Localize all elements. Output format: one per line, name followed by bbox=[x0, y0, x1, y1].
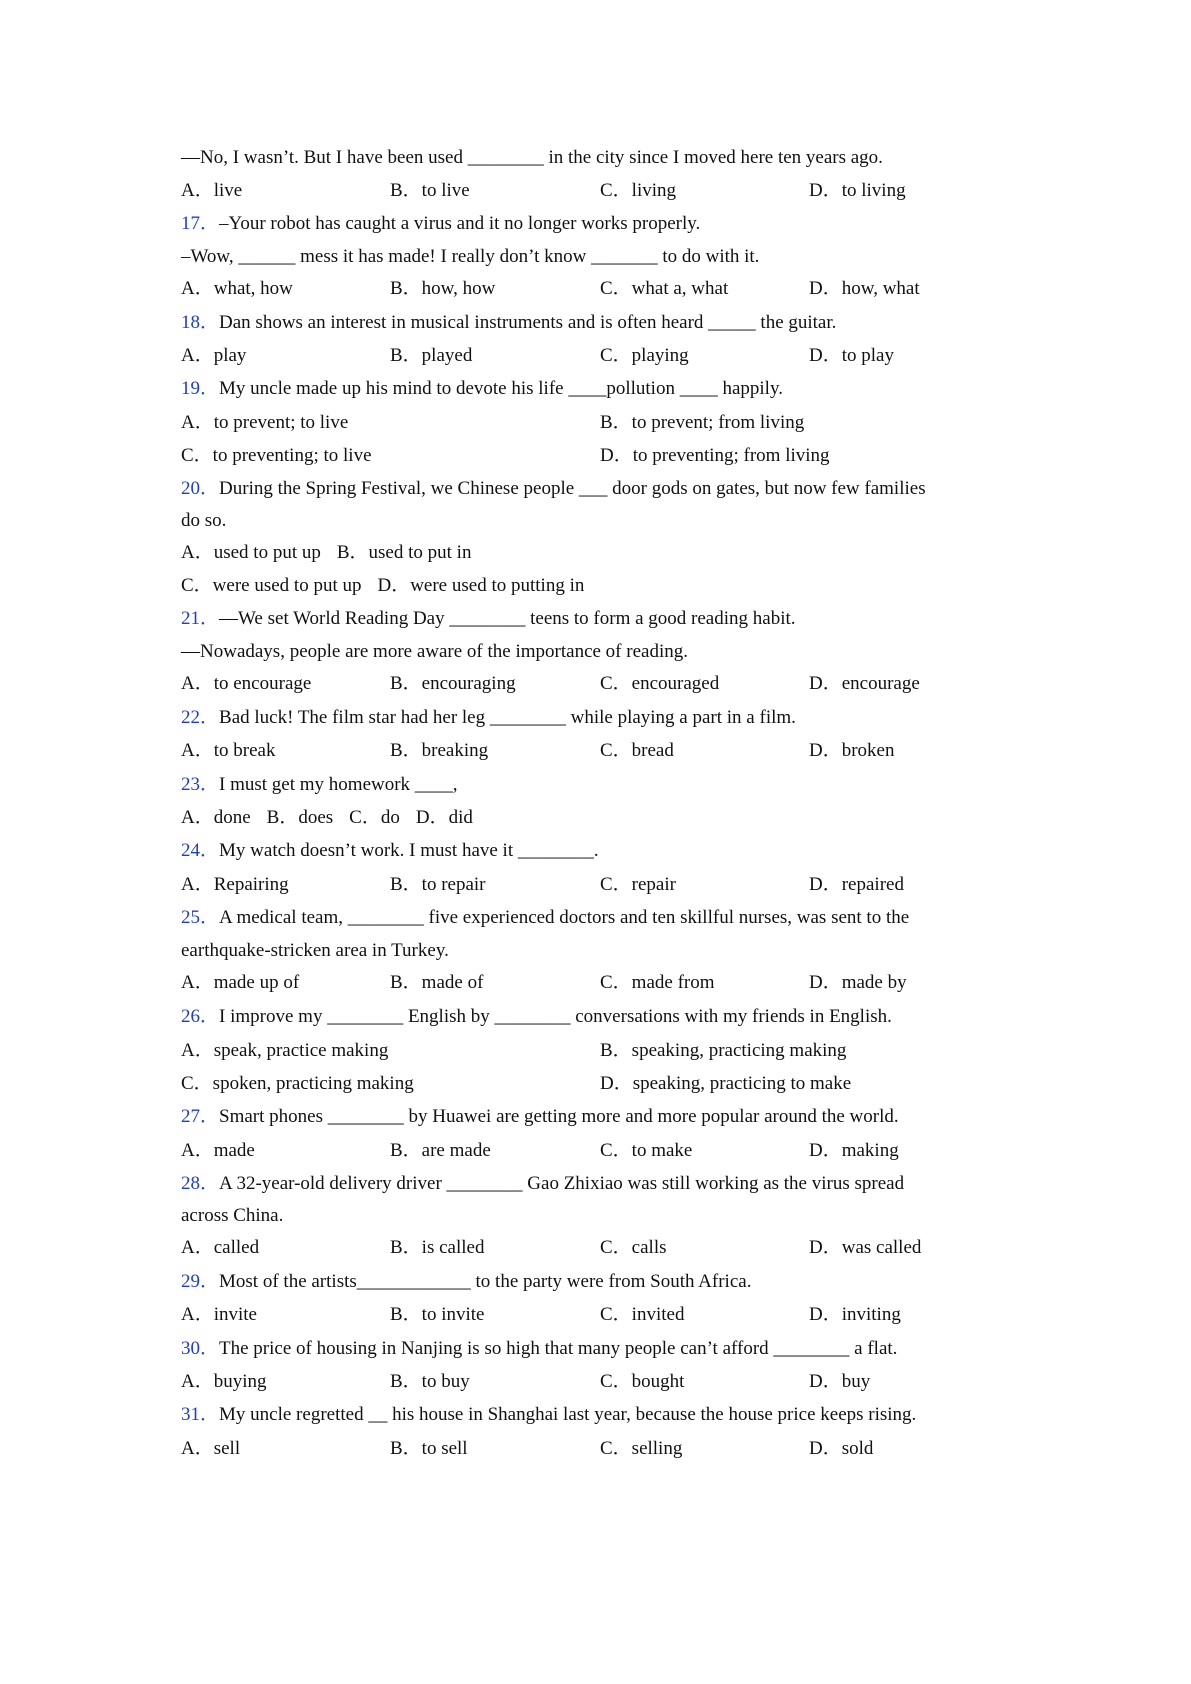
question-number: 26． bbox=[181, 1006, 220, 1027]
options-row bbox=[181, 1369, 1021, 1395]
options-row bbox=[181, 1138, 1021, 1164]
option-d[interactable]: D．inviting bbox=[809, 1304, 901, 1325]
option-b[interactable]: B．to buy bbox=[390, 1371, 470, 1392]
question-stem: 31．My uncle regretted __ his house in Shanghai last year, because the house price keeps rising. bbox=[181, 1404, 917, 1425]
question-number: 22． bbox=[181, 707, 220, 728]
option-a[interactable]: A．sell bbox=[181, 1438, 241, 1459]
option-a[interactable]: A．Repairing bbox=[181, 874, 289, 895]
question-stem: 25．A medical team, ________ five experienced doctors and ten skillful nurses, was sent to the bbox=[181, 907, 910, 928]
option-d[interactable]: D．to play bbox=[809, 345, 894, 366]
options-row bbox=[181, 1071, 1021, 1097]
option-d[interactable]: D．to living bbox=[809, 180, 906, 201]
question-number: 29． bbox=[181, 1271, 220, 1292]
option-a[interactable]: A．called bbox=[181, 1237, 260, 1258]
options-row bbox=[181, 573, 1021, 599]
option-b[interactable]: B．to repair bbox=[390, 874, 486, 895]
options-row bbox=[181, 805, 1021, 831]
option-d[interactable]: D．speaking, practicing to make bbox=[600, 1073, 852, 1094]
option-a[interactable]: A．to encourage bbox=[181, 673, 312, 694]
question-number: 18． bbox=[181, 312, 220, 333]
options-row bbox=[181, 872, 1021, 898]
options-row bbox=[181, 738, 1021, 764]
option-a[interactable]: A．made bbox=[181, 1140, 255, 1161]
option-a[interactable]: A．used to put up bbox=[181, 542, 321, 563]
option-a[interactable]: A．speak, practice making bbox=[181, 1040, 389, 1061]
option-c[interactable]: C．what a, what bbox=[600, 278, 729, 299]
option-d[interactable]: D．how, what bbox=[809, 278, 920, 299]
question-number: 17． bbox=[181, 213, 220, 234]
option-c[interactable]: C．repair bbox=[600, 874, 676, 895]
question-number: 30． bbox=[181, 1338, 220, 1359]
option-d[interactable]: D．sold bbox=[809, 1438, 874, 1459]
options-row bbox=[181, 671, 1021, 697]
question-stem: 24．My watch doesn’t work. I must have it ________. bbox=[181, 840, 599, 861]
option-b[interactable]: B．to invite bbox=[390, 1304, 485, 1325]
question-number: 25． bbox=[181, 907, 220, 928]
option-d[interactable]: D．broken bbox=[809, 740, 895, 761]
option-d[interactable]: D．made by bbox=[809, 972, 907, 993]
option-c[interactable]: C．selling bbox=[600, 1438, 683, 1459]
option-b[interactable]: B．played bbox=[390, 345, 473, 366]
option-d[interactable]: D．buy bbox=[809, 1371, 871, 1392]
option-c[interactable]: C．spoken, practicing making bbox=[181, 1073, 414, 1094]
option-d[interactable]: D．to preventing; from living bbox=[600, 445, 830, 466]
question-stem: 26．I improve my ________ English by ________ conversations with my friends in English. bbox=[181, 1006, 892, 1027]
option-c[interactable]: C．invited bbox=[600, 1304, 685, 1325]
question-number: 19． bbox=[181, 378, 220, 399]
option-c[interactable]: C．do bbox=[349, 807, 400, 828]
option-a[interactable]: A．what, how bbox=[181, 278, 293, 299]
question-stem: 20．During the Spring Festival, we Chinese people ___ door gods on gates, but now few families bbox=[181, 478, 926, 499]
options-row bbox=[181, 1235, 1021, 1261]
option-a[interactable]: A．made up of bbox=[181, 972, 300, 993]
options-row bbox=[181, 343, 1021, 369]
option-b[interactable]: B．used to put in bbox=[336, 542, 472, 563]
option-b[interactable]: B．made of bbox=[390, 972, 484, 993]
option-b[interactable]: B．to live bbox=[390, 180, 470, 201]
option-c[interactable]: C．encouraged bbox=[600, 673, 720, 694]
option-b[interactable]: B．does bbox=[266, 807, 334, 828]
option-d[interactable]: D．encourage bbox=[809, 673, 920, 694]
option-a[interactable]: A．done bbox=[181, 807, 251, 828]
option-b[interactable]: B．encouraging bbox=[390, 673, 516, 694]
option-c[interactable]: C．playing bbox=[600, 345, 689, 366]
question-stem-wrap: across China. bbox=[181, 1205, 284, 1226]
option-c[interactable]: C．to make bbox=[600, 1140, 693, 1161]
option-a[interactable]: A．play bbox=[181, 345, 247, 366]
question-stem: 29．Most of the artists____________ to the party were from South Africa. bbox=[181, 1271, 752, 1292]
option-b[interactable]: B．to prevent; from living bbox=[600, 412, 805, 433]
question-stem: 28．A 32-year-old delivery driver ________ Gao Zhixiao was still working as the virus spread bbox=[181, 1173, 905, 1194]
question-stem: 30．The price of housing in Nanjing is so high that many people can’t afford ________ a flat. bbox=[181, 1338, 898, 1359]
option-c[interactable]: C．bread bbox=[600, 740, 674, 761]
option-c[interactable]: C．calls bbox=[600, 1237, 667, 1258]
option-b[interactable]: B．how, how bbox=[390, 278, 496, 299]
options-row bbox=[181, 276, 1021, 302]
option-c[interactable]: C．living bbox=[600, 180, 677, 201]
options-row bbox=[181, 178, 1021, 204]
option-b[interactable]: B．are made bbox=[390, 1140, 491, 1161]
question-number: 23． bbox=[181, 774, 220, 795]
option-b[interactable]: B．is called bbox=[390, 1237, 485, 1258]
option-b[interactable]: B．to sell bbox=[390, 1438, 468, 1459]
option-a[interactable]: A．buying bbox=[181, 1371, 267, 1392]
option-a[interactable]: A．to break bbox=[181, 740, 276, 761]
question-stem: 27．Smart phones ________ by Huawei are getting more and more popular around the world. bbox=[181, 1106, 899, 1127]
question-stem-line2: —Nowadays, people are more aware of the importance of reading. bbox=[181, 641, 688, 662]
question-stem: 22．Bad luck! The film star had her leg ________ while playing a part in a film. bbox=[181, 707, 796, 728]
option-b[interactable]: B．breaking bbox=[390, 740, 489, 761]
question-number: 24． bbox=[181, 840, 220, 861]
question-number: 28． bbox=[181, 1173, 220, 1194]
options-row bbox=[181, 1302, 1021, 1328]
option-b[interactable]: B．speaking, practicing making bbox=[600, 1040, 847, 1061]
option-c[interactable]: C．to preventing; to live bbox=[181, 445, 372, 466]
question-stem: 19．My uncle made up his mind to devote his life ____pollution ____ happily. bbox=[181, 378, 783, 399]
question-number: 31． bbox=[181, 1404, 220, 1425]
question-stem-wrap: earthquake-stricken area in Turkey. bbox=[181, 940, 449, 961]
option-d[interactable]: D．repaired bbox=[809, 874, 904, 895]
question-stem-line2: –Wow, ______ mess it has made! I really don’t know _______ to do with it. bbox=[181, 246, 760, 267]
question-stem: —No, I wasn’t. But I have been used ________ in the city since I moved here ten years ago. bbox=[181, 147, 883, 168]
question-stem: 17．–Your robot has caught a virus and it no longer works properly. bbox=[181, 213, 701, 234]
question-stem: 18．Dan shows an interest in musical instruments and is often heard _____ the guitar. bbox=[181, 312, 837, 333]
option-c[interactable]: C．bought bbox=[600, 1371, 685, 1392]
question-stem: 23．I must get my homework ____, bbox=[181, 774, 458, 795]
option-a[interactable]: A．live bbox=[181, 180, 243, 201]
option-c[interactable]: C．were used to put up bbox=[181, 575, 362, 596]
question-stem: 21．—We set World Reading Day ________ teens to form a good reading habit. bbox=[181, 608, 796, 629]
question-number: 27． bbox=[181, 1106, 220, 1127]
options-row bbox=[181, 1038, 1021, 1064]
options-row bbox=[181, 443, 1021, 469]
option-c[interactable]: C．made from bbox=[600, 972, 715, 993]
options-row bbox=[181, 410, 1021, 436]
options-row bbox=[181, 970, 1021, 996]
options-row bbox=[181, 540, 1021, 566]
option-d[interactable]: D．did bbox=[415, 807, 473, 828]
question-number: 21． bbox=[181, 608, 220, 629]
option-a[interactable]: A．invite bbox=[181, 1304, 257, 1325]
option-d[interactable]: D．were used to putting in bbox=[377, 575, 585, 596]
option-d[interactable]: D．was called bbox=[809, 1237, 922, 1258]
option-a[interactable]: A．to prevent; to live bbox=[181, 412, 349, 433]
question-number: 20． bbox=[181, 478, 220, 499]
question-stem-wrap: do so. bbox=[181, 510, 227, 531]
option-d[interactable]: D．making bbox=[809, 1140, 899, 1161]
options-row bbox=[181, 1436, 1021, 1462]
